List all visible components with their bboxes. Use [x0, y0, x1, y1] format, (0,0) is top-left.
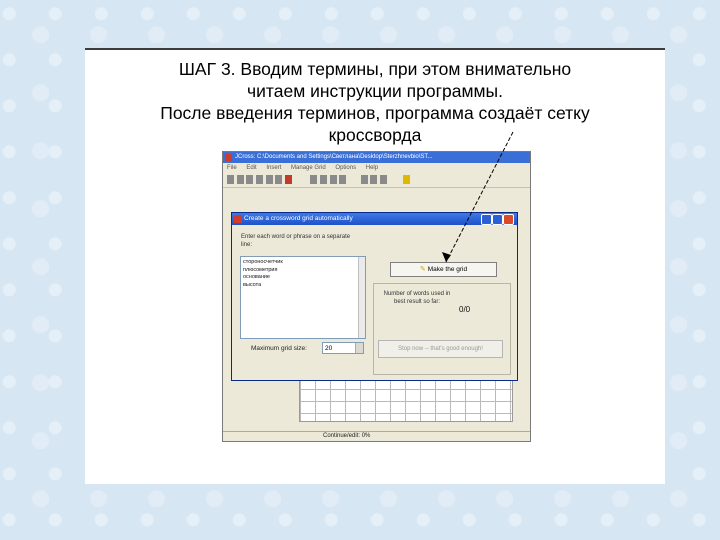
word-count-label: Number of words used in best result so far: [383, 291, 451, 305]
instructions-label: Enter each word or phrase on a separate line: [241, 234, 351, 248]
caption-line-4: кроссворда [328, 125, 422, 145]
word-item: высота [243, 281, 262, 288]
word-count-value: 0/0 [459, 305, 471, 314]
caption-line-2: читаем инструкции программы. [247, 81, 503, 101]
make-grid-label: Make the grid [427, 266, 468, 273]
word-item: основание [243, 274, 270, 280]
max-grid-size-label: Maximum grid size: [251, 345, 307, 352]
stop-now-button[interactable]: Stop now -- that's good enough! [378, 340, 503, 358]
max-grid-size-value: 20 [325, 345, 333, 352]
dialog-title: Create a crossword grid automatically [244, 215, 353, 222]
status-text: Continue/edit: 0% [323, 433, 371, 439]
word-item: стороносчетчик [243, 259, 283, 265]
word-item: плюсометрия [243, 266, 278, 273]
pointer-arrow [85, 48, 665, 484]
menu-insert[interactable]: Insert [266, 165, 282, 171]
app-title: JCross: C:\Documents and Settings\Светлана\Desktop\Sterzhnevbio\ST... [235, 154, 433, 160]
menu-help[interactable]: Help [365, 165, 379, 171]
menu-options[interactable]: Options [335, 165, 357, 171]
caption-line-3: После введения терминов, программа создаёт сетку [160, 103, 590, 123]
caption-line-1: ШАГ 3. Вводим термины, при этом внимательно [178, 59, 572, 79]
slide [85, 48, 665, 484]
menu-file[interactable]: File [227, 165, 237, 171]
menu-edit[interactable]: Edit [246, 165, 257, 171]
menu-manage-grid[interactable]: Manage Grid [291, 165, 326, 171]
lightbulb-icon: ✎ [419, 266, 426, 273]
